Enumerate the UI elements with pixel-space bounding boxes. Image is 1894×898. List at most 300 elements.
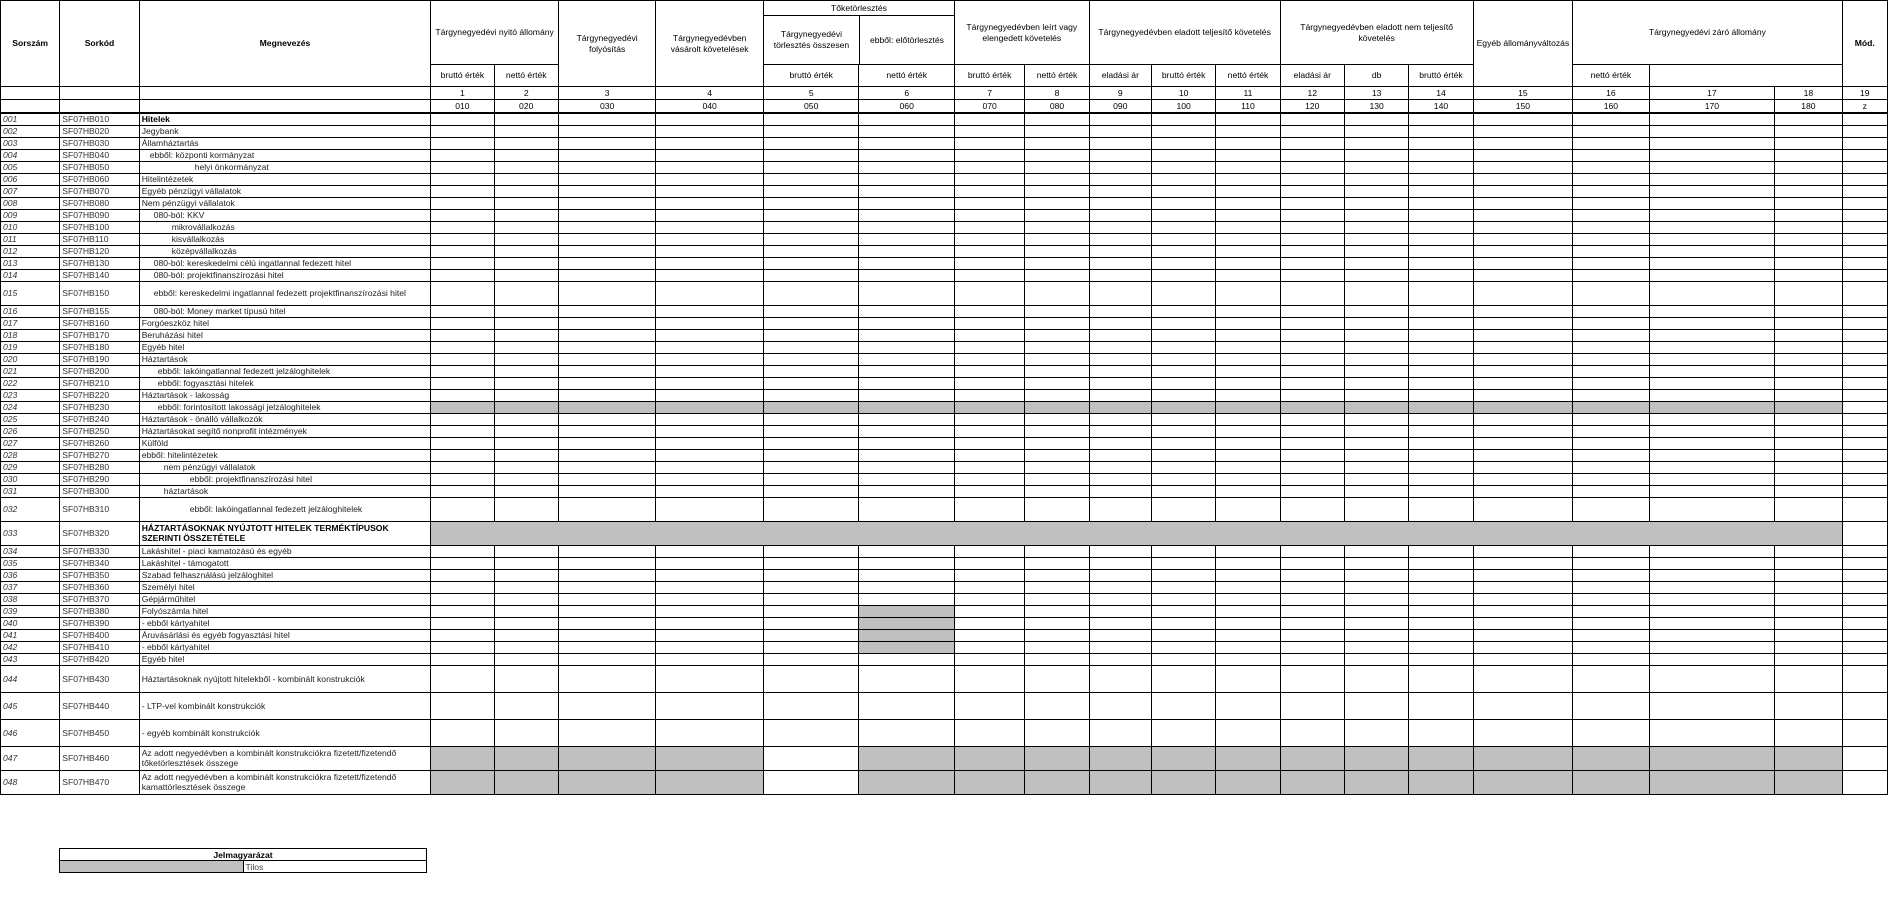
data-cell[interactable] bbox=[1025, 692, 1089, 719]
data-cell[interactable] bbox=[1473, 161, 1573, 173]
data-cell[interactable] bbox=[494, 581, 558, 593]
mod-cell[interactable] bbox=[1842, 401, 1887, 413]
mod-cell[interactable] bbox=[1842, 317, 1887, 329]
data-cell[interactable] bbox=[1344, 233, 1408, 245]
data-cell[interactable] bbox=[558, 557, 656, 569]
data-cell[interactable] bbox=[656, 653, 764, 665]
data-cell[interactable] bbox=[1409, 569, 1473, 581]
data-cell[interactable] bbox=[763, 497, 859, 521]
data-cell[interactable] bbox=[1775, 317, 1842, 329]
data-cell[interactable] bbox=[1151, 593, 1215, 605]
data-cell[interactable] bbox=[1089, 593, 1151, 605]
data-cell[interactable] bbox=[1216, 569, 1280, 581]
data-cell[interactable] bbox=[763, 281, 859, 305]
mod-cell[interactable] bbox=[1842, 461, 1887, 473]
data-cell[interactable] bbox=[1344, 569, 1408, 581]
data-cell[interactable] bbox=[1089, 665, 1151, 692]
data-cell[interactable] bbox=[1089, 365, 1151, 377]
data-cell[interactable] bbox=[1775, 221, 1842, 233]
data-cell[interactable] bbox=[1473, 365, 1573, 377]
data-cell[interactable] bbox=[1025, 113, 1089, 125]
data-cell[interactable] bbox=[859, 437, 955, 449]
data-cell[interactable] bbox=[1344, 341, 1408, 353]
data-cell[interactable] bbox=[1344, 593, 1408, 605]
data-cell[interactable] bbox=[1151, 497, 1215, 521]
data-cell[interactable] bbox=[1025, 569, 1089, 581]
data-cell[interactable] bbox=[859, 125, 955, 137]
data-cell[interactable] bbox=[1409, 413, 1473, 425]
data-cell[interactable] bbox=[1151, 692, 1215, 719]
data-cell[interactable] bbox=[558, 197, 656, 209]
data-cell[interactable] bbox=[558, 719, 656, 746]
data-cell[interactable] bbox=[1151, 665, 1215, 692]
data-cell[interactable] bbox=[763, 257, 859, 269]
data-cell[interactable] bbox=[431, 221, 494, 233]
data-cell[interactable] bbox=[1280, 569, 1344, 581]
data-cell[interactable] bbox=[558, 413, 656, 425]
data-cell[interactable] bbox=[1025, 365, 1089, 377]
data-cell[interactable] bbox=[763, 149, 859, 161]
data-cell[interactable] bbox=[1409, 449, 1473, 461]
mod-cell[interactable] bbox=[1842, 665, 1887, 692]
data-cell[interactable] bbox=[1473, 173, 1573, 185]
data-cell[interactable] bbox=[494, 641, 558, 653]
data-cell[interactable] bbox=[1025, 593, 1089, 605]
data-cell[interactable] bbox=[1775, 629, 1842, 641]
data-cell[interactable] bbox=[954, 365, 1024, 377]
data-cell[interactable] bbox=[1409, 692, 1473, 719]
data-cell[interactable] bbox=[1473, 149, 1573, 161]
data-cell[interactable] bbox=[558, 317, 656, 329]
data-cell[interactable] bbox=[1344, 245, 1408, 257]
data-cell[interactable] bbox=[494, 605, 558, 617]
data-cell[interactable] bbox=[1216, 341, 1280, 353]
data-cell[interactable] bbox=[763, 770, 859, 794]
mod-cell[interactable] bbox=[1842, 425, 1887, 437]
data-cell[interactable] bbox=[1473, 653, 1573, 665]
data-cell[interactable] bbox=[1573, 125, 1649, 137]
data-cell[interactable] bbox=[558, 377, 656, 389]
data-cell[interactable] bbox=[1573, 173, 1649, 185]
data-cell[interactable] bbox=[954, 437, 1024, 449]
data-cell[interactable] bbox=[431, 461, 494, 473]
data-cell[interactable] bbox=[431, 557, 494, 569]
data-cell[interactable] bbox=[1151, 305, 1215, 317]
data-cell[interactable] bbox=[1344, 473, 1408, 485]
data-cell[interactable] bbox=[1649, 461, 1775, 473]
data-cell[interactable] bbox=[1216, 425, 1280, 437]
data-cell[interactable] bbox=[494, 545, 558, 557]
data-cell[interactable] bbox=[1649, 473, 1775, 485]
data-cell[interactable] bbox=[1344, 329, 1408, 341]
data-cell[interactable] bbox=[1089, 719, 1151, 746]
data-cell[interactable] bbox=[1775, 257, 1842, 269]
data-cell[interactable] bbox=[1409, 719, 1473, 746]
data-cell[interactable] bbox=[1344, 197, 1408, 209]
data-cell[interactable] bbox=[656, 461, 764, 473]
data-cell[interactable] bbox=[656, 341, 764, 353]
data-cell[interactable] bbox=[1280, 485, 1344, 497]
data-cell[interactable] bbox=[1775, 149, 1842, 161]
data-cell[interactable] bbox=[494, 665, 558, 692]
data-cell[interactable] bbox=[1775, 437, 1842, 449]
data-cell[interactable] bbox=[1089, 305, 1151, 317]
data-cell[interactable] bbox=[954, 719, 1024, 746]
data-cell[interactable] bbox=[1775, 173, 1842, 185]
data-cell[interactable] bbox=[1280, 353, 1344, 365]
data-cell[interactable] bbox=[1775, 341, 1842, 353]
data-cell[interactable] bbox=[1280, 425, 1344, 437]
data-cell[interactable] bbox=[656, 185, 764, 197]
data-cell[interactable] bbox=[431, 149, 494, 161]
data-cell[interactable] bbox=[1649, 281, 1775, 305]
data-cell[interactable] bbox=[1473, 341, 1573, 353]
data-cell[interactable] bbox=[494, 569, 558, 581]
data-cell[interactable] bbox=[1573, 581, 1649, 593]
mod-cell[interactable] bbox=[1842, 233, 1887, 245]
data-cell[interactable] bbox=[1216, 581, 1280, 593]
data-cell[interactable] bbox=[1775, 245, 1842, 257]
data-cell[interactable] bbox=[1280, 317, 1344, 329]
data-cell[interactable] bbox=[431, 719, 494, 746]
data-cell[interactable] bbox=[763, 329, 859, 341]
data-cell[interactable] bbox=[1473, 389, 1573, 401]
data-cell[interactable] bbox=[494, 245, 558, 257]
data-cell[interactable] bbox=[1409, 617, 1473, 629]
data-cell[interactable] bbox=[859, 581, 955, 593]
data-cell[interactable] bbox=[1649, 617, 1775, 629]
data-cell[interactable] bbox=[1409, 581, 1473, 593]
data-cell[interactable] bbox=[1344, 365, 1408, 377]
data-cell[interactable] bbox=[1344, 281, 1408, 305]
data-cell[interactable] bbox=[1089, 173, 1151, 185]
data-cell[interactable] bbox=[954, 629, 1024, 641]
data-cell[interactable] bbox=[1409, 365, 1473, 377]
data-cell[interactable] bbox=[1649, 425, 1775, 437]
data-cell[interactable] bbox=[1473, 281, 1573, 305]
data-cell[interactable] bbox=[1775, 461, 1842, 473]
data-cell[interactable] bbox=[1573, 305, 1649, 317]
data-cell[interactable] bbox=[558, 653, 656, 665]
data-cell[interactable] bbox=[494, 692, 558, 719]
data-cell[interactable] bbox=[859, 341, 955, 353]
data-cell[interactable] bbox=[1573, 197, 1649, 209]
data-cell[interactable] bbox=[558, 221, 656, 233]
data-cell[interactable] bbox=[1280, 389, 1344, 401]
mod-cell[interactable] bbox=[1842, 245, 1887, 257]
mod-cell[interactable] bbox=[1842, 281, 1887, 305]
data-cell[interactable] bbox=[1025, 209, 1089, 221]
mod-cell[interactable] bbox=[1842, 473, 1887, 485]
data-cell[interactable] bbox=[859, 461, 955, 473]
data-cell[interactable] bbox=[1151, 173, 1215, 185]
data-cell[interactable] bbox=[1089, 197, 1151, 209]
data-cell[interactable] bbox=[954, 341, 1024, 353]
data-cell[interactable] bbox=[1151, 449, 1215, 461]
data-cell[interactable] bbox=[494, 197, 558, 209]
data-cell[interactable] bbox=[1151, 281, 1215, 305]
data-cell[interactable] bbox=[1089, 341, 1151, 353]
data-cell[interactable] bbox=[431, 545, 494, 557]
data-cell[interactable] bbox=[1089, 497, 1151, 521]
data-cell[interactable] bbox=[1473, 461, 1573, 473]
data-cell[interactable] bbox=[954, 353, 1024, 365]
data-cell[interactable] bbox=[954, 665, 1024, 692]
data-cell[interactable] bbox=[494, 437, 558, 449]
data-cell[interactable] bbox=[1216, 605, 1280, 617]
data-cell[interactable] bbox=[656, 125, 764, 137]
data-cell[interactable] bbox=[1649, 209, 1775, 221]
data-cell[interactable] bbox=[1573, 161, 1649, 173]
data-cell[interactable] bbox=[1280, 329, 1344, 341]
data-cell[interactable] bbox=[1216, 473, 1280, 485]
data-cell[interactable] bbox=[763, 233, 859, 245]
data-cell[interactable] bbox=[1216, 389, 1280, 401]
data-cell[interactable] bbox=[1473, 569, 1573, 581]
data-cell[interactable] bbox=[1089, 485, 1151, 497]
data-cell[interactable] bbox=[1025, 161, 1089, 173]
data-cell[interactable] bbox=[558, 485, 656, 497]
data-cell[interactable] bbox=[954, 161, 1024, 173]
data-cell[interactable] bbox=[558, 125, 656, 137]
data-cell[interactable] bbox=[656, 269, 764, 281]
data-cell[interactable] bbox=[494, 317, 558, 329]
data-cell[interactable] bbox=[656, 569, 764, 581]
data-cell[interactable] bbox=[1573, 593, 1649, 605]
data-cell[interactable] bbox=[1280, 449, 1344, 461]
data-cell[interactable] bbox=[1344, 461, 1408, 473]
data-cell[interactable] bbox=[954, 485, 1024, 497]
data-cell[interactable] bbox=[558, 281, 656, 305]
data-cell[interactable] bbox=[1025, 305, 1089, 317]
data-cell[interactable] bbox=[1280, 641, 1344, 653]
data-cell[interactable] bbox=[1151, 581, 1215, 593]
data-cell[interactable] bbox=[1344, 353, 1408, 365]
data-cell[interactable] bbox=[494, 221, 558, 233]
data-cell[interactable] bbox=[1409, 473, 1473, 485]
data-cell[interactable] bbox=[763, 617, 859, 629]
data-cell[interactable] bbox=[558, 149, 656, 161]
data-cell[interactable] bbox=[1089, 692, 1151, 719]
data-cell[interactable] bbox=[954, 641, 1024, 653]
data-cell[interactable] bbox=[763, 485, 859, 497]
data-cell[interactable] bbox=[1089, 545, 1151, 557]
data-cell[interactable] bbox=[1089, 437, 1151, 449]
data-cell[interactable] bbox=[1344, 641, 1408, 653]
data-cell[interactable] bbox=[431, 281, 494, 305]
data-cell[interactable] bbox=[859, 329, 955, 341]
data-cell[interactable] bbox=[558, 629, 656, 641]
data-cell[interactable] bbox=[1473, 629, 1573, 641]
data-cell[interactable] bbox=[859, 593, 955, 605]
data-cell[interactable] bbox=[431, 641, 494, 653]
data-cell[interactable] bbox=[763, 269, 859, 281]
data-cell[interactable] bbox=[1344, 305, 1408, 317]
data-cell[interactable] bbox=[1151, 605, 1215, 617]
data-cell[interactable] bbox=[1649, 125, 1775, 137]
data-cell[interactable] bbox=[763, 593, 859, 605]
data-cell[interactable] bbox=[1775, 125, 1842, 137]
data-cell[interactable] bbox=[1473, 641, 1573, 653]
data-cell[interactable] bbox=[954, 209, 1024, 221]
data-cell[interactable] bbox=[1473, 485, 1573, 497]
data-cell[interactable] bbox=[558, 569, 656, 581]
data-cell[interactable] bbox=[494, 281, 558, 305]
data-cell[interactable] bbox=[1280, 413, 1344, 425]
mod-cell[interactable] bbox=[1842, 605, 1887, 617]
data-cell[interactable] bbox=[1216, 719, 1280, 746]
mod-cell[interactable] bbox=[1842, 413, 1887, 425]
data-cell[interactable] bbox=[763, 692, 859, 719]
data-cell[interactable] bbox=[1280, 593, 1344, 605]
data-cell[interactable] bbox=[1216, 329, 1280, 341]
data-cell[interactable] bbox=[1280, 149, 1344, 161]
data-cell[interactable] bbox=[431, 185, 494, 197]
data-cell[interactable] bbox=[656, 665, 764, 692]
mod-cell[interactable] bbox=[1842, 221, 1887, 233]
data-cell[interactable] bbox=[859, 269, 955, 281]
data-cell[interactable] bbox=[954, 449, 1024, 461]
data-cell[interactable] bbox=[656, 245, 764, 257]
data-cell[interactable] bbox=[1573, 569, 1649, 581]
data-cell[interactable] bbox=[558, 329, 656, 341]
data-cell[interactable] bbox=[431, 377, 494, 389]
data-cell[interactable] bbox=[494, 125, 558, 137]
data-cell[interactable] bbox=[656, 593, 764, 605]
data-cell[interactable] bbox=[1473, 197, 1573, 209]
data-cell[interactable] bbox=[1473, 317, 1573, 329]
data-cell[interactable] bbox=[656, 173, 764, 185]
data-cell[interactable] bbox=[1344, 497, 1408, 521]
data-cell[interactable] bbox=[656, 581, 764, 593]
data-cell[interactable] bbox=[763, 389, 859, 401]
data-cell[interactable] bbox=[954, 197, 1024, 209]
data-cell[interactable] bbox=[1649, 137, 1775, 149]
data-cell[interactable] bbox=[431, 341, 494, 353]
mod-cell[interactable] bbox=[1842, 365, 1887, 377]
data-cell[interactable] bbox=[1649, 317, 1775, 329]
data-cell[interactable] bbox=[494, 329, 558, 341]
data-cell[interactable] bbox=[1649, 485, 1775, 497]
data-cell[interactable] bbox=[859, 209, 955, 221]
data-cell[interactable] bbox=[431, 233, 494, 245]
data-cell[interactable] bbox=[558, 353, 656, 365]
data-cell[interactable] bbox=[494, 377, 558, 389]
data-cell[interactable] bbox=[1344, 449, 1408, 461]
data-cell[interactable] bbox=[1025, 185, 1089, 197]
data-cell[interactable] bbox=[431, 329, 494, 341]
data-cell[interactable] bbox=[1573, 641, 1649, 653]
data-cell[interactable] bbox=[558, 665, 656, 692]
mod-cell[interactable] bbox=[1842, 161, 1887, 173]
data-cell[interactable] bbox=[1344, 557, 1408, 569]
data-cell[interactable] bbox=[859, 197, 955, 209]
data-cell[interactable] bbox=[558, 449, 656, 461]
data-cell[interactable] bbox=[1025, 719, 1089, 746]
data-cell[interactable] bbox=[1344, 545, 1408, 557]
data-cell[interactable] bbox=[1649, 257, 1775, 269]
data-cell[interactable] bbox=[1344, 209, 1408, 221]
data-cell[interactable] bbox=[1573, 389, 1649, 401]
data-cell[interactable] bbox=[1775, 269, 1842, 281]
data-cell[interactable] bbox=[1089, 113, 1151, 125]
data-cell[interactable] bbox=[1216, 593, 1280, 605]
data-cell[interactable] bbox=[1409, 377, 1473, 389]
data-cell[interactable] bbox=[1573, 269, 1649, 281]
data-cell[interactable] bbox=[1409, 173, 1473, 185]
data-cell[interactable] bbox=[431, 413, 494, 425]
data-cell[interactable] bbox=[1151, 221, 1215, 233]
data-cell[interactable] bbox=[1409, 497, 1473, 521]
data-cell[interactable] bbox=[763, 353, 859, 365]
data-cell[interactable] bbox=[431, 437, 494, 449]
data-cell[interactable] bbox=[1573, 113, 1649, 125]
data-cell[interactable] bbox=[1409, 461, 1473, 473]
data-cell[interactable] bbox=[1775, 581, 1842, 593]
data-cell[interactable] bbox=[1473, 557, 1573, 569]
data-cell[interactable] bbox=[494, 353, 558, 365]
data-cell[interactable] bbox=[1649, 233, 1775, 245]
data-cell[interactable] bbox=[1151, 437, 1215, 449]
data-cell[interactable] bbox=[494, 113, 558, 125]
data-cell[interactable] bbox=[763, 209, 859, 221]
data-cell[interactable] bbox=[859, 221, 955, 233]
data-cell[interactable] bbox=[431, 485, 494, 497]
data-cell[interactable] bbox=[954, 605, 1024, 617]
data-cell[interactable] bbox=[954, 377, 1024, 389]
data-cell[interactable] bbox=[656, 161, 764, 173]
data-cell[interactable] bbox=[763, 581, 859, 593]
data-cell[interactable] bbox=[859, 497, 955, 521]
data-cell[interactable] bbox=[1473, 305, 1573, 317]
data-cell[interactable] bbox=[1089, 629, 1151, 641]
data-cell[interactable] bbox=[1573, 317, 1649, 329]
data-cell[interactable] bbox=[1025, 557, 1089, 569]
data-cell[interactable] bbox=[1344, 377, 1408, 389]
data-cell[interactable] bbox=[494, 485, 558, 497]
data-cell[interactable] bbox=[1573, 665, 1649, 692]
data-cell[interactable] bbox=[494, 389, 558, 401]
data-cell[interactable] bbox=[1473, 185, 1573, 197]
data-cell[interactable] bbox=[859, 317, 955, 329]
mod-cell[interactable] bbox=[1842, 341, 1887, 353]
data-cell[interactable] bbox=[1344, 629, 1408, 641]
data-cell[interactable] bbox=[1409, 437, 1473, 449]
data-cell[interactable] bbox=[1775, 137, 1842, 149]
data-cell[interactable] bbox=[431, 653, 494, 665]
data-cell[interactable] bbox=[1409, 317, 1473, 329]
data-cell[interactable] bbox=[1089, 617, 1151, 629]
data-cell[interactable] bbox=[1089, 449, 1151, 461]
data-cell[interactable] bbox=[859, 245, 955, 257]
data-cell[interactable] bbox=[1151, 641, 1215, 653]
data-cell[interactable] bbox=[954, 425, 1024, 437]
data-cell[interactable] bbox=[1089, 137, 1151, 149]
data-cell[interactable] bbox=[1649, 389, 1775, 401]
data-cell[interactable] bbox=[1409, 341, 1473, 353]
data-cell[interactable] bbox=[656, 197, 764, 209]
data-cell[interactable] bbox=[1573, 692, 1649, 719]
mod-cell[interactable] bbox=[1842, 692, 1887, 719]
data-cell[interactable] bbox=[1775, 113, 1842, 125]
data-cell[interactable] bbox=[1025, 425, 1089, 437]
data-cell[interactable] bbox=[1473, 269, 1573, 281]
data-cell[interactable] bbox=[1649, 341, 1775, 353]
mod-cell[interactable] bbox=[1842, 719, 1887, 746]
data-cell[interactable] bbox=[1473, 665, 1573, 692]
data-cell[interactable] bbox=[1473, 353, 1573, 365]
data-cell[interactable] bbox=[1649, 305, 1775, 317]
